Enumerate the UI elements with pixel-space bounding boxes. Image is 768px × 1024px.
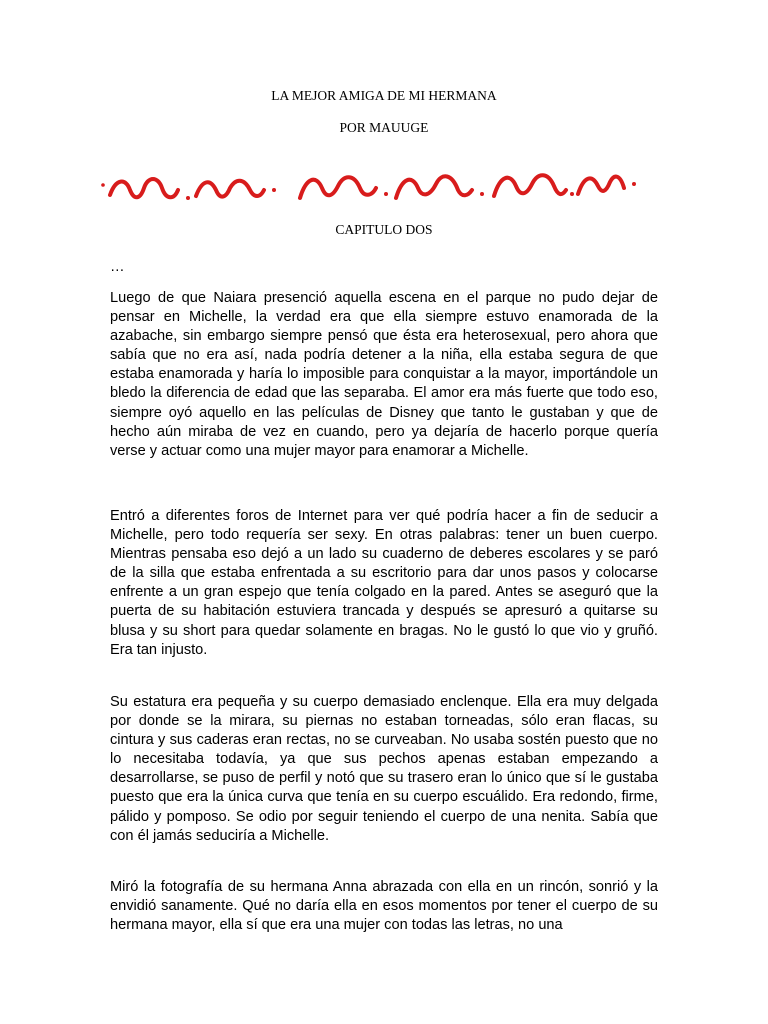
- document-title: LA MEJOR AMIGA DE MI HERMANA: [271, 88, 497, 103]
- ellipsis-marker: …: [110, 259, 125, 275]
- paragraph: Su estatura era pequeña y su cuerpo demasiado enclenque. Ella era muy delgada por donde se la mirara, su piernas no estaban torneadas, sólo eran flacas, su cintura y sus caderas eran rectas, no se curveaban. No usaba sostén puesto que no lo necesitaba todavía, ya que sus pechos apenas estaban empezando a desarrollarse, se puso de perfil y notó que su trasero eran lo único que sí le gustaba puesto que era la única curva que tenía en su cuerpo escuálido. Era redondo, firme, pálido y pomposo. Se odio por seguir teniendo el cuerpo de una nenita. Sabía que con él jamás seduciría a Michelle.: [110, 694, 658, 844]
- chapter-heading: CAPITULO DOS: [335, 222, 433, 237]
- red-squiggle-divider-icon: [100, 160, 640, 210]
- paragraph: Miró la fotografía de su hermana Anna abrazada con ella en un rincón, sonrió y la envidió sanamente. Qué no daría ella en esos momentos por tener el cuerpo de su hermana mayor, ella sí que era una mujer con todas las letras, no una: [110, 879, 658, 934]
- paragraph: Entró a diferentes foros de Internet para ver qué podría hacer a fin de seducir a Michelle, pero todo requería ser sexy. En otras palabras: tener un buen cuerpo. Mientras pensaba eso dejó a un lado su cuaderno de deberes escolares y se paró de la silla que estaba enfrentada a su escritorio para dar unos pasos y colocarse enfrente a un gran espejo que tenía colgado en la pared. Antes se aseguró que la puerta de su habitación estuviera trancada y después se apresuró a quitarse su blusa y su short para quedar solamente en bragas. No le gustó lo que vio y gruñó. Era tan injusto.: [110, 508, 658, 658]
- paragraph: Luego de que Naiara presenció aquella escena en el parque no pudo dejar de pensar en Michelle, la verdad era que ella siempre estuvo enamorada de la azabache, sin embargo siempre pensó que ésta era heterosexual, pero ahora que sabía que no era así, nada podría detener a la niña, ella estaba segura de que estaba enamorada y haría lo imposible para conquistar a la mayor, importándole un bledo la diferencia de edad que las separaba. El amor era más fuerte que todo eso, siempre oyó aquello en las películas de Disney que tanto le gustaban y que de hecho aún miraba de vez en cuando, pero ya dejaría de hacerlo porque quería verse y actuar como una mujer mayor para enamorar a Michelle.: [110, 290, 658, 459]
- document-author: POR MAUUGE: [339, 120, 429, 135]
